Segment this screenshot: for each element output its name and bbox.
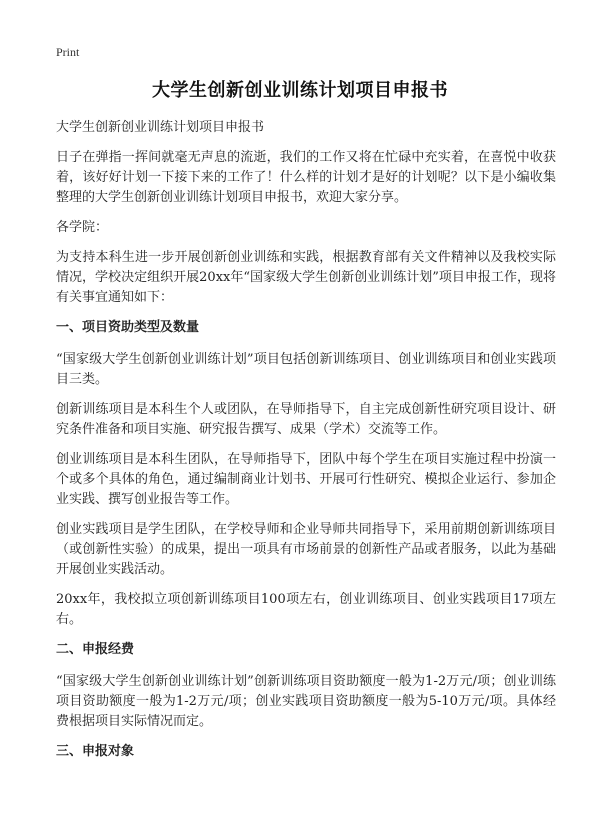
section1-paragraph-3: 创业训练项目是本科生团队，在导师指导下，团队中每个学生在项目实施过程中扮演一个或多个具体的角色，通过编制商业计划书、开展可行性研究、模拟企业运行、参加企业实践、撰写创业报告等工作。	[56, 452, 556, 507]
section1-paragraph-5: 20xx年，我校拟立项创新训练项目100项左右，创业训练项目、创业实践项目17项左右。	[56, 592, 556, 627]
document-body	[56, 118, 556, 774]
section1-paragraph-4: 创业实践项目是学生团队，在学校导师和企业导师共同指导下，采用前期创新训练项目（或创新性实验）的成果，提出一项具有市场前景的创新性产品或者服务，以此为基础开展创业实践活动。	[56, 522, 556, 577]
section1-paragraph-1: “国家级大学生创新创业训练计划”项目包括创新训练项目、创业训练项目和创业实践项目三类。	[56, 352, 556, 387]
section2-heading: 二、申报经费	[56, 642, 135, 657]
section3-heading: 三、申报对象	[56, 744, 135, 759]
section1-paragraph-2: 创新训练项目是本科生个人或团队，在导师指导下，自主完成创新性研究项目设计、研究条件准备和项目实施、研究报告撰写、成果（学术）交流等工作。	[56, 402, 556, 437]
page-title: 大学生创新创业训练计划项目申报书	[152, 80, 448, 101]
section1-heading: 一、项目资助类型及数量	[56, 320, 200, 335]
intro-paragraph: 日子在弹指一挥间就毫无声息的流逝，我们的工作又将在忙碌中充实着，在喜悦中收获着，该好好计划一下接下来的工作了！什么样的计划才是好的计划呢？以下是小编收集整理的大学生创新创业训练计划项目申报书，欢迎大家分享。	[56, 150, 556, 205]
section2-paragraph-1: “国家级大学生创新创业训练计划”创新训练项目资助额度一般为1-2万元/项；创业训练项目资助额度一般为1-2万元/项；创业实践项目资助额度一般为5-10万元/项。具体经费根据项目实际情况而定。	[56, 674, 556, 729]
notice-paragraph: 为支持本科生进一步开展创新创业训练和实践，根据教育部有关文件精神以及我校实际情况，学校决定组织开展20xx年“国家级大学生创新创业训练计划”项目申报工作，现将有关事宜通知如下：	[56, 250, 556, 305]
document-subtitle: 大学生创新创业训练计划项目申报书	[56, 120, 265, 135]
greeting: 各学院：	[56, 220, 109, 235]
print-link[interactable]: Print	[56, 45, 80, 59]
